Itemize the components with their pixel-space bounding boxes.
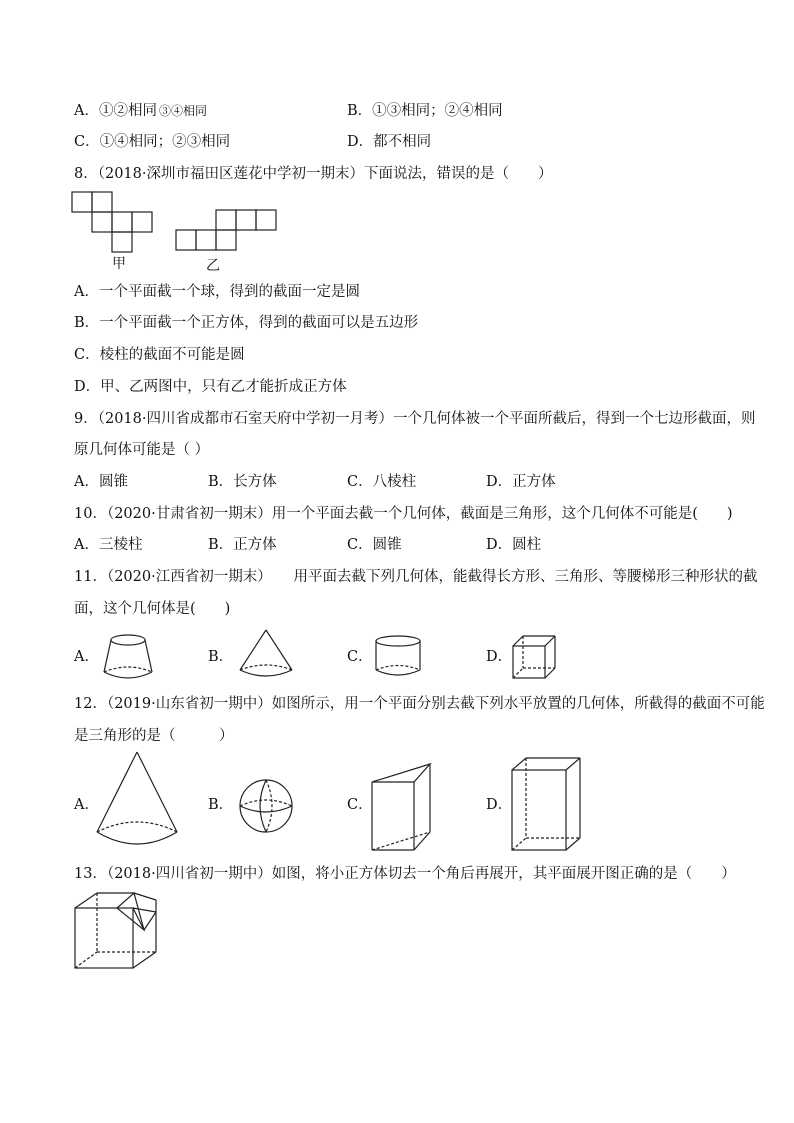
q12-option-a-label: A． bbox=[74, 797, 99, 813]
q11-option-b-label: B． bbox=[208, 649, 234, 665]
q9-option-a: A．圆锥 bbox=[74, 474, 128, 490]
cylinder-figure-small bbox=[372, 634, 424, 680]
label-jia: 甲 bbox=[112, 256, 126, 272]
q10-option-b: B．正方体 bbox=[208, 537, 277, 553]
q11-option-d-label: D． bbox=[486, 649, 513, 665]
net-jia bbox=[72, 192, 152, 252]
q9-option-c: C．八棱柱 bbox=[347, 474, 417, 490]
q9-stem-line2: 原几何体可能是（ ） bbox=[74, 442, 210, 458]
q13-stem: 13．（2018·四川省初一期中）如图，将小正方体切去一个角后再展开，其平面展开图正确的是（ ） bbox=[74, 866, 736, 882]
cone-figure-large bbox=[94, 750, 180, 852]
q8-stem: 8．（2018·深圳市福田区莲花中学初一期末）下面说法，错误的是（ ） bbox=[74, 166, 553, 182]
q7-option-c: C．①④相同；②③相同 bbox=[74, 134, 231, 150]
q9-option-d: D．正方体 bbox=[486, 474, 556, 490]
q12-stem-line1: 12．（2019·山东省初一期中）如图所示，用一个平面分别去截下列水平放置的几何体，所截得的截面不可能 bbox=[74, 696, 765, 712]
cut-cube-figure bbox=[72, 890, 162, 972]
q12-stem-line2: 是三角形的是（ ） bbox=[74, 728, 234, 744]
q11-stem-line2: 面，这个几何体是( ) bbox=[74, 601, 231, 617]
q11-option-a-label: A． bbox=[74, 649, 99, 665]
q8-option-c: C．棱柱的截面不可能是圆 bbox=[74, 347, 245, 363]
q7-option-a-tail-text: ③④相同 bbox=[158, 104, 207, 118]
q10-option-d: D．圆柱 bbox=[486, 537, 542, 553]
q8-option-b: B．一个平面截一个正方体，得到的截面可以是五边形 bbox=[74, 315, 419, 331]
q11-option-c-label: C． bbox=[347, 649, 373, 665]
cone-figure-small bbox=[236, 628, 296, 682]
triangular-prism-figure bbox=[368, 760, 448, 854]
q12-option-d-label: D． bbox=[486, 797, 513, 813]
sphere-figure bbox=[236, 776, 296, 836]
net-yi bbox=[176, 210, 276, 250]
q10-stem: 10．（2020·甘肃省初一期末）用一个平面去截一个几何体，截面是三角形，这个几何体不可能是( ) bbox=[74, 506, 733, 522]
q8-nets-figure bbox=[70, 190, 290, 274]
q12-option-b-label: B． bbox=[208, 797, 234, 813]
frustum-figure bbox=[98, 632, 158, 682]
q7-option-a: A．①②相同 ③④相同 bbox=[74, 103, 207, 119]
rectangular-prism-figure bbox=[508, 754, 584, 854]
q10-option-c: C．圆锥 bbox=[347, 537, 402, 553]
label-yi: 乙 bbox=[206, 258, 220, 274]
q9-stem-line1: 9．（2018·四川省成都市石室天府中学初一月考）一个几何体被一个平面所截后，得到一个七边形截面，则 bbox=[74, 411, 756, 427]
q12-option-c-label: C． bbox=[347, 797, 373, 813]
q8-option-d: D．甲、乙两图中，只有乙才能折成正方体 bbox=[74, 379, 347, 395]
q9-option-b: B．长方体 bbox=[208, 474, 277, 490]
q7-option-d: D．都不相同 bbox=[347, 134, 432, 150]
q11-stem-line1: 11．（2020·江西省初一期末） 用平面去截下列几何体，能截得长方形、三角形、等腰梯形三种形状的截 bbox=[74, 569, 758, 585]
q10-option-a: A．三棱柱 bbox=[74, 537, 143, 553]
q8-option-a: A．一个平面截一个球，得到的截面一定是圆 bbox=[74, 284, 360, 300]
cube-figure-small bbox=[510, 634, 558, 680]
q7-option-b: B．①③相同；②④相同 bbox=[347, 103, 503, 119]
